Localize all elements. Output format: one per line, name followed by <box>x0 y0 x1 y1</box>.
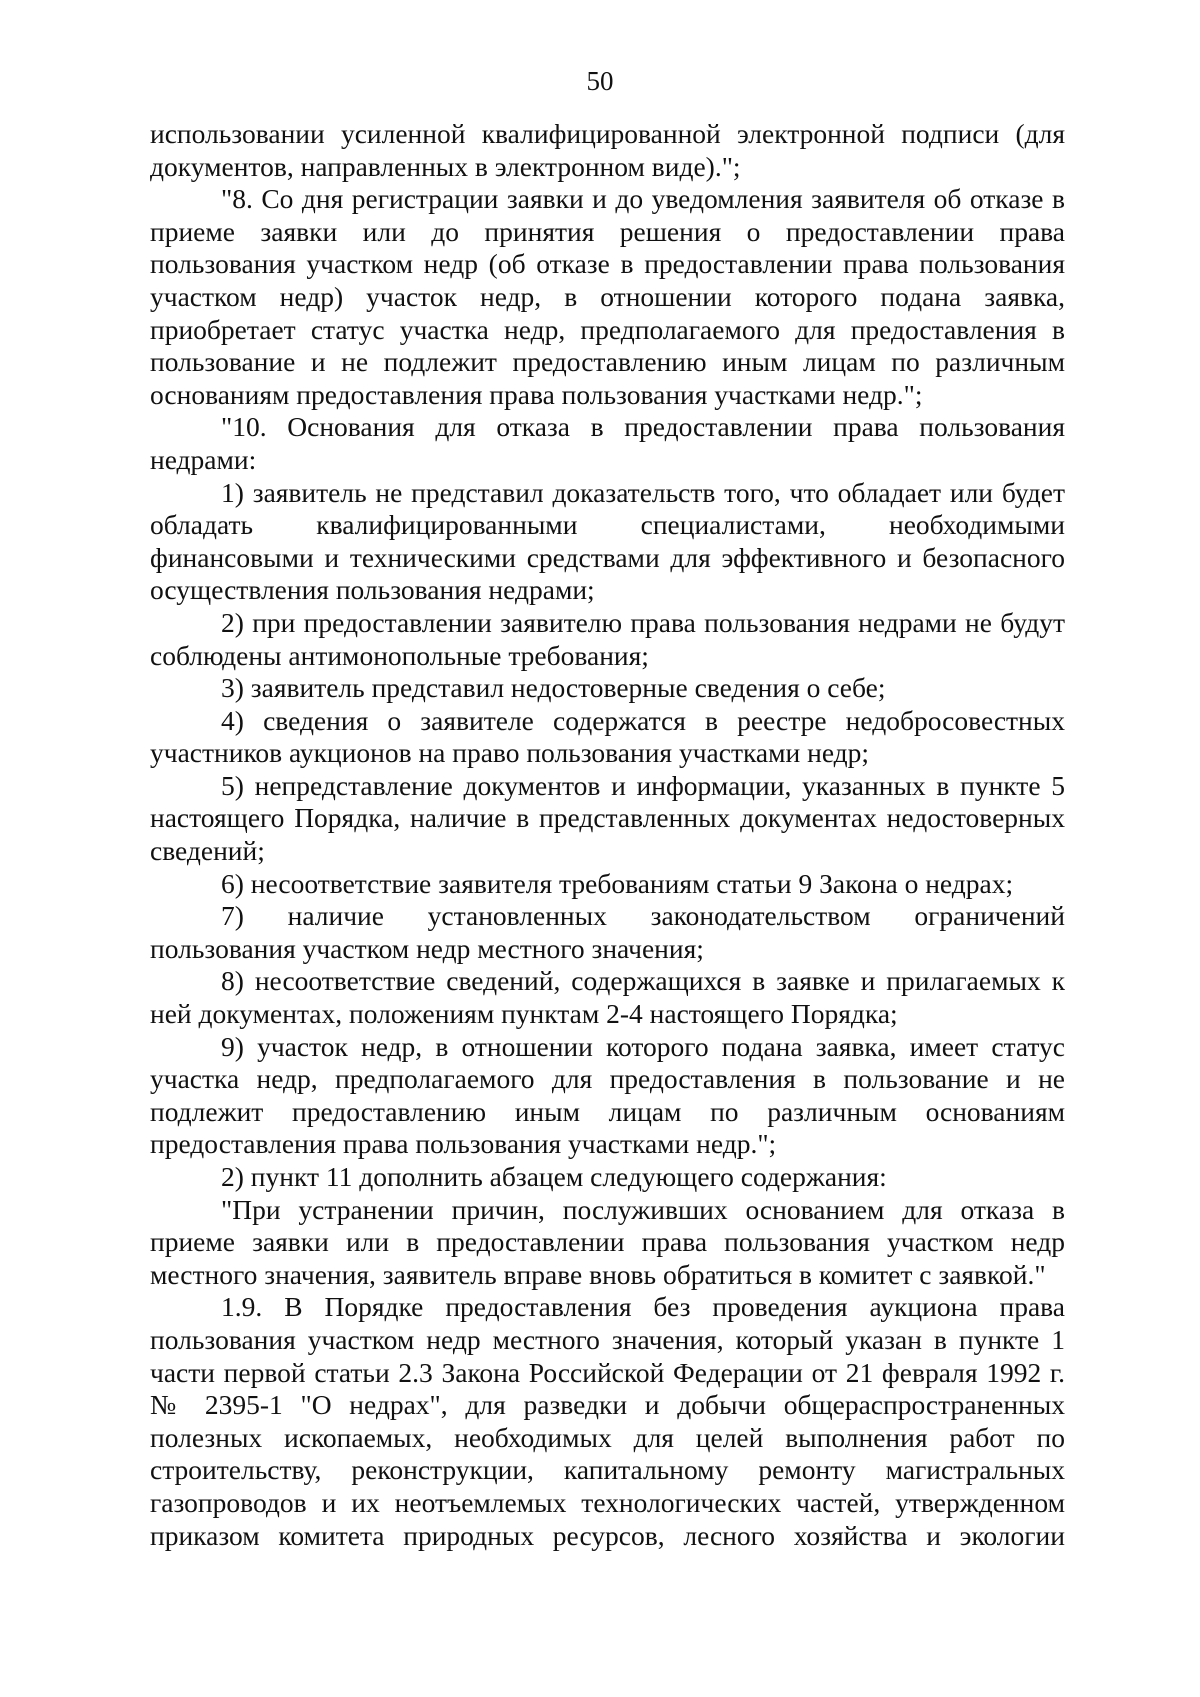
paragraph-ground-5: 5) непредставление документов и информации, указанных в пункте 5 настоящего Порядка, наличие в представленных документах недостоверных сведений; <box>150 769 1065 867</box>
paragraph-ground-8: 8) несоответствие сведений, содержащихся в заявке и прилагаемых к ней документах, положениям пунктам 2-4 настоящего Порядка; <box>150 965 1065 1030</box>
paragraph-ground-1: 1) заявитель не представил доказательств того, что обладает или будет обладать квалифицированными специалистами, необходимыми финансовыми и техническими средствами для эффективного и безопасного осуществления пользования недрами; <box>150 476 1065 606</box>
paragraph-ground-3: 3) заявитель представил недостоверные сведения о себе; <box>221 672 886 704</box>
paragraph-ground-7: 7) наличие установленных законодательством ограничений пользования участком недр местного значения; <box>150 900 1065 964</box>
document-body <box>150 118 1065 1552</box>
paragraph-ground-2: 2) при предоставлении заявителю права пользования недрами не будут соблюдены антимонопольные требования; <box>150 606 1065 671</box>
page-number: 50 <box>586 66 614 96</box>
paragraph-ground-6: 6) несоответствие заявителя требованиям статьи 9 Закона о недрах; <box>221 867 1014 899</box>
paragraph-signature-clause-end: использовании усиленной квалифицированной электронной подписи (для документов, направленных в электронном виде)."; <box>150 118 1065 182</box>
paragraph-amend-item-11: 2) пункт 11 дополнить абзацем следующего содержания: <box>221 1161 887 1192</box>
paragraph-section-1-9: 1.9. В Порядке предоставления без проведения аукциона права пользования участком недр местного значения, который указан в пункте 1 части первой статьи 2.3 Закона Российской Федерации от 21 февраля 1992 г. № 2395-1 "О недрах", для разведки и добычи общераспространенных полезных ископаемых, необходимых для целей выполнения работ по строительству, реконструкции, капитальному ремонту магистральных газопроводов и их неотъемлемых технологических частей, утвержденном приказом комитета природных ресурсов, лесного хозяйства и экологии <box>150 1291 1065 1551</box>
paragraph-new-clause: "При устранении причин, послуживших основанием для отказа в приеме заявки или в предоставлении права пользования участком недр местного значения, заявитель вправе вновь обратиться в комитет с заявкой." <box>150 1193 1065 1290</box>
paragraph-ground-9: 9) участок недр, в отношении которого подана заявка, имеет статус участка недр, предполагаемого для предоставления в пользование и не подлежит предоставлению иным лицам по различным основаниям предоставления права пользования участками недр."; <box>150 1030 1065 1160</box>
paragraph-ground-4: 4) сведения о заявителе содержатся в реестре недобросовестных участников аукционов на право пользования участками недр; <box>150 704 1065 769</box>
paragraph-item-10-heading: "10. Основания для отказа в предоставлении права пользования недрами: <box>150 411 1065 475</box>
paragraph-item-8: "8. Со дня регистрации заявки и до уведомления заявителя об отказе в приеме заявки или до принятия решения о предоставлении права пользования участком недр (об отказе в предоставлении права пользования участком недр) участок недр, в отношении которого подана заявка, приобретает статус участка недр, предполагаемого для предоставления в пользование и не подлежит предоставлению иным лицам по различным основаниям предоставления права пользования участками недр."; <box>150 183 1065 410</box>
